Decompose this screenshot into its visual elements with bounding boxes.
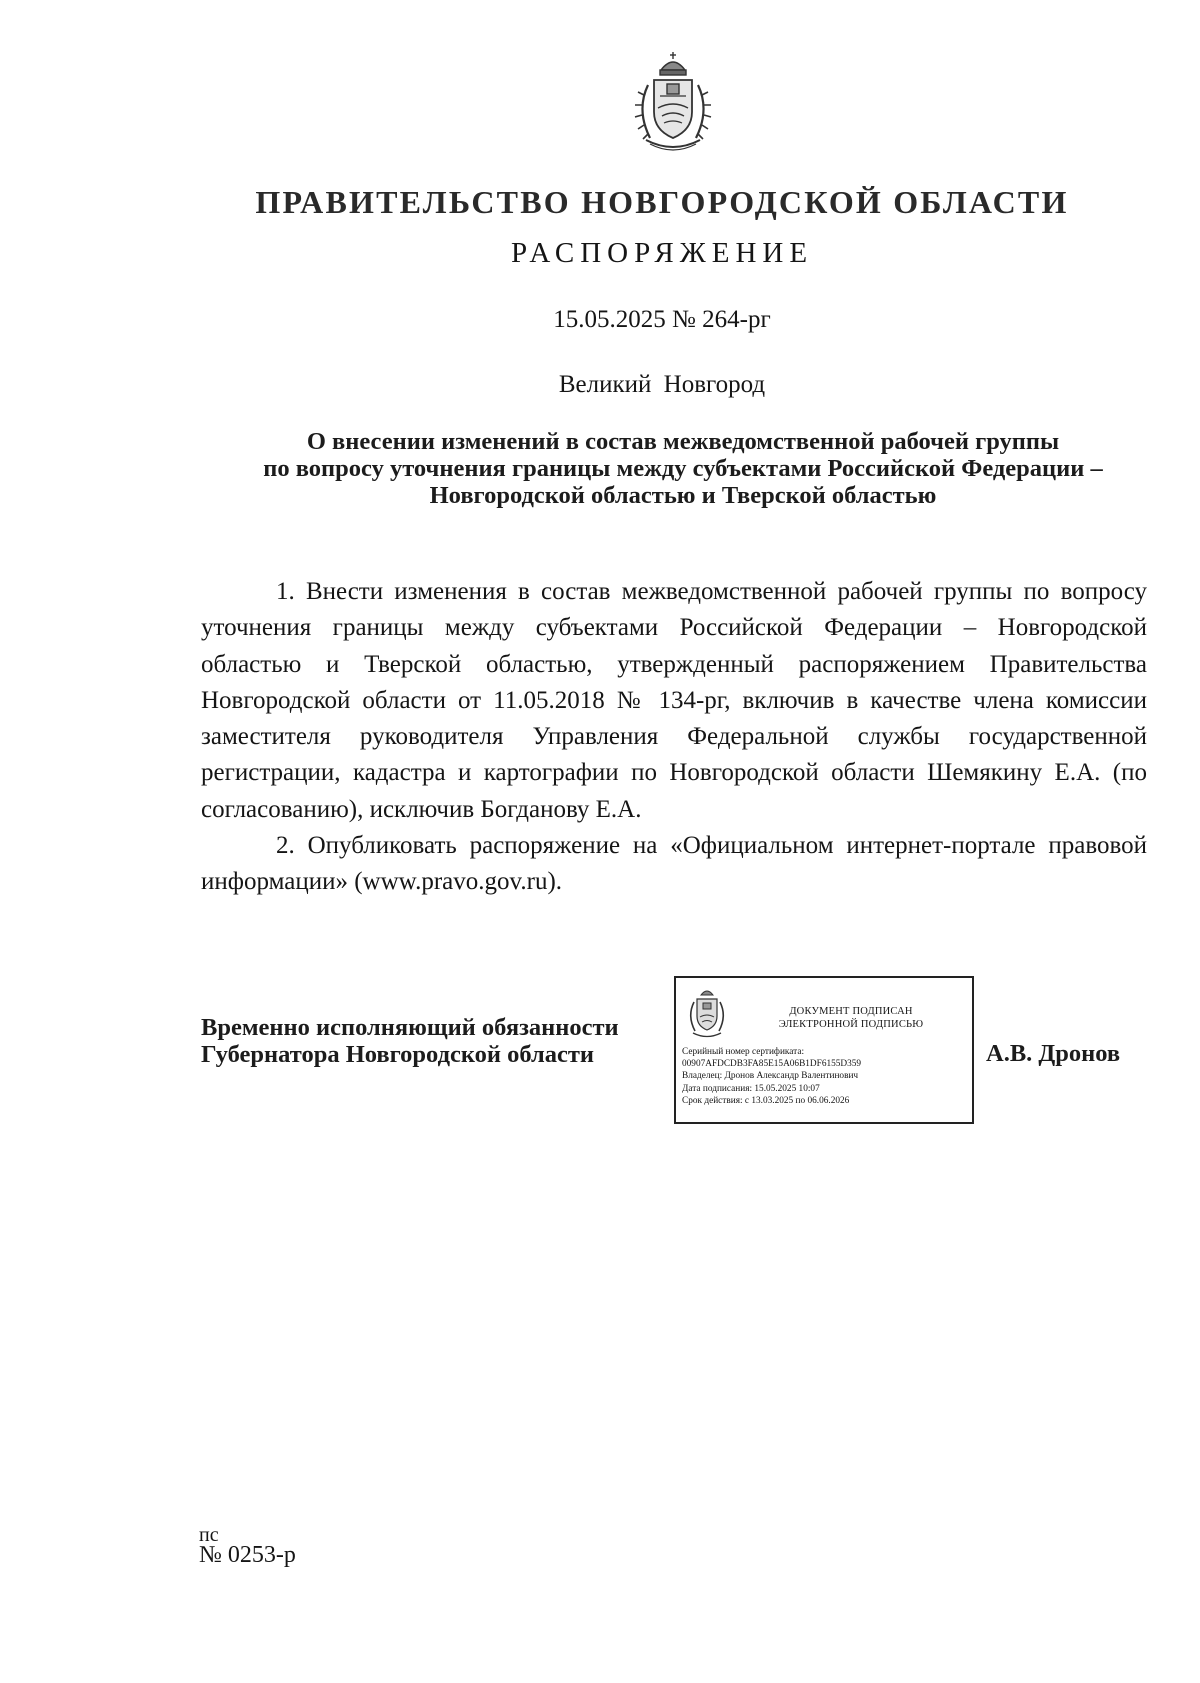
electronic-signature-stamp [674,976,974,1124]
signer-title [201,1014,619,1068]
document-subject [200,428,1166,509]
document-type: РАСПОРЯЖЕНИЕ [510,237,814,269]
footer-code [199,1526,296,1566]
stamp-details [682,1046,968,1107]
signer-name: А.В. Дронов [986,1040,1121,1067]
document-body [201,574,1147,901]
stamp-cert-label: Серийный номер сертификата: [682,1047,805,1057]
footer-code-prefix: пс [199,1524,219,1546]
coat-of-arms-icon [628,50,718,154]
body-paragraph: 2. Опубликовать распоряжение на «Официальном интернет-портале правовой информации» (www.pravo.gov.ru). [201,832,1147,896]
subject-line: О внесении изменений в состав межведомственной рабочей группы [306,428,1060,455]
stamp-heading-line: ДОКУМЕНТ ПОДПИСАН [789,1006,913,1017]
stamp-owner: Владелец: Дронов Александр Валентинович [682,1071,859,1082]
document-city: Великий Новгород [558,371,766,398]
subject-line: Новгородской областью и Тверской областью [429,482,937,509]
stamp-signed-date: Дата подписания: 15.05.2025 10:07 [682,1083,820,1094]
body-paragraph: 1. Внести изменения в состав межведомственной рабочей группы по вопросу уточнения границы между субъектами Российской Федерации – Новгородской областью и Тверской областью, утвержденный распоряжением Правительства Новгородской области от 11.05.2018 № 134-рг, включив в качестве члена комиссии заместителя руководителя Управления Федеральной службы государственной регистрации, кадастра и картографии по Новгородской области Шемякину Е.А. (по согласованию), исключив Богданову Е.А. [201,578,1147,823]
footer-code-number: № 0253-р [199,1542,296,1568]
signer-title-line: Временно исполняющий обязанности [201,1014,619,1041]
signer-title-line: Губернатора Новгородской области [201,1041,595,1068]
document-date-number: 15.05.2025 № 264-рг [553,306,771,333]
stamp-cert-number: 00907AFDCDB3FA85E15A06B1DF6155D359 [682,1059,862,1070]
stamp-validity: Срок действия: с 13.03.2025 по 06.06.2026 [682,1095,850,1106]
stamp-coat-of-arms-icon [684,986,730,1038]
government-title: ПРАВИТЕЛЬСТВО НОВГОРОДСКОЙ ОБЛАСТИ [255,184,1069,220]
subject-line: по вопросу уточнения границы между субъектами Российской Федерации – [263,455,1103,482]
stamp-heading-line: ЭЛЕКТРОННОЙ ПОДПИСЬЮ [778,1019,924,1030]
stamp-heading [736,1005,966,1031]
